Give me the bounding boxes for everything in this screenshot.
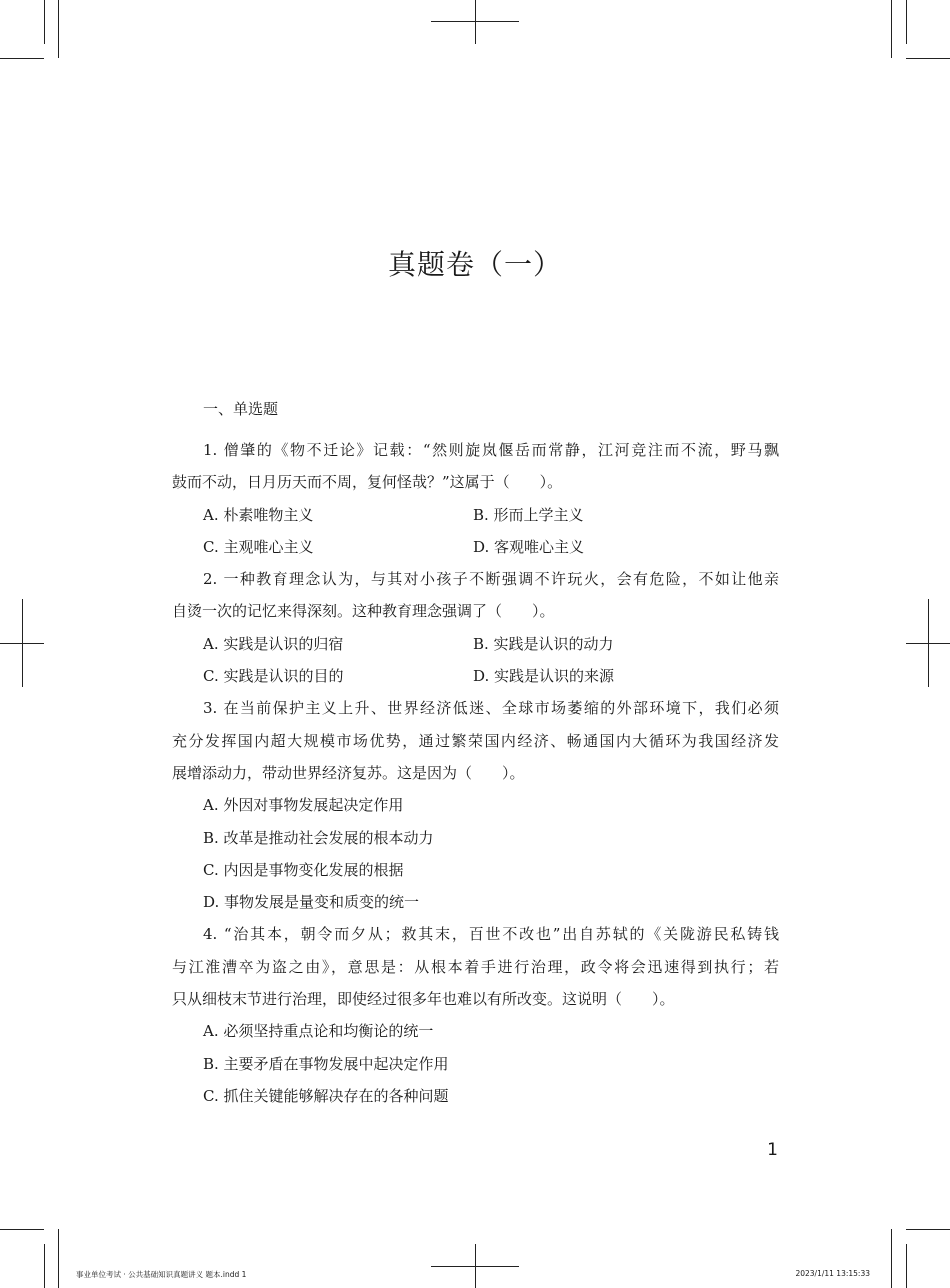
question bbox=[172, 434, 779, 563]
option-d: D. 客观唯心主义 bbox=[473, 537, 585, 556]
option-c: C. 抓住关键能够解决存在的各种问题 bbox=[203, 1086, 449, 1105]
question-text: 展增添动力，带动世界经济复苏。这是因为（ ）。 bbox=[172, 763, 525, 782]
option-c: C. 实践是认识的目的 bbox=[203, 667, 344, 686]
footer-timestamp: 2023/1/11 13:15:33 bbox=[795, 1269, 870, 1278]
option-b: B. 实践是认识的动力 bbox=[473, 634, 614, 653]
page-number: 1 bbox=[767, 1140, 778, 1160]
option-a: A. 外因对事物发展起决定作用 bbox=[203, 796, 404, 815]
option-d: D. 实践是认识的来源 bbox=[473, 667, 615, 686]
question-text: 充分发挥国内超大规模市场优势，通过繁荣国内经济、畅通国内大循环为我国经济发 bbox=[172, 731, 779, 750]
option-a: A. 必须坚持重点论和均衡论的统一 bbox=[203, 1022, 434, 1041]
option-d: D. 事物发展是量变和质变的统一 bbox=[203, 893, 420, 912]
question bbox=[172, 692, 779, 918]
question-text: 1. 僧肇的《物不迁论》记载：“然则旋岚偃岳而常静，江河竞注而不流，野马飘 bbox=[203, 441, 779, 459]
page-title: 真题卷（一） bbox=[387, 248, 562, 281]
option-a: A. 实践是认识的归宿 bbox=[203, 634, 344, 653]
question-text: 与江淮漕卒为盗之由》，意思是：从根本着手进行治理，政令将会迅速得到执行；若 bbox=[172, 957, 779, 976]
option-a: A. 朴素唯物主义 bbox=[203, 505, 314, 524]
option-b: B. 主要矛盾在事物发展中起决定作用 bbox=[203, 1054, 449, 1073]
question-text: 4. “治其本，朝令而夕从；救其末，百世不改也”出自苏轼的《关陇游民私铸钱 bbox=[203, 925, 779, 944]
question-text: 只从细枝末节进行治理，即使经过很多年也难以有所改变。这说明（ ）。 bbox=[172, 990, 675, 1009]
question-text: 鼓而不动，日月历天而不周，复何怪哉？”这属于（ ）。 bbox=[172, 473, 563, 492]
option-b: B. 改革是推动社会发展的根本动力 bbox=[203, 828, 434, 847]
question-list bbox=[172, 434, 779, 1112]
option-b: B. 形而上学主义 bbox=[473, 505, 584, 524]
option-c: C. 主观唯心主义 bbox=[203, 537, 314, 556]
question bbox=[172, 563, 779, 692]
question-text: 自烫一次的记忆来得深刻。这种教育理念强调了（ ）。 bbox=[172, 602, 555, 621]
question bbox=[172, 918, 779, 1112]
option-c: C. 内因是事物变化发展的根据 bbox=[203, 860, 404, 879]
footer-file-info: 事业单位考试 · 公共基础知识真题讲义 题本.indd 1 bbox=[76, 1270, 247, 1279]
section-heading: 一、单选题 bbox=[203, 400, 279, 418]
question-text: 3. 在当前保护主义上升、世界经济低迷、全球市场萎缩的外部环境下，我们必须 bbox=[203, 699, 779, 718]
question-text: 2. 一种教育理念认为，与其对小孩子不断强调不许玩火，会有危险，不如让他亲 bbox=[203, 570, 779, 589]
